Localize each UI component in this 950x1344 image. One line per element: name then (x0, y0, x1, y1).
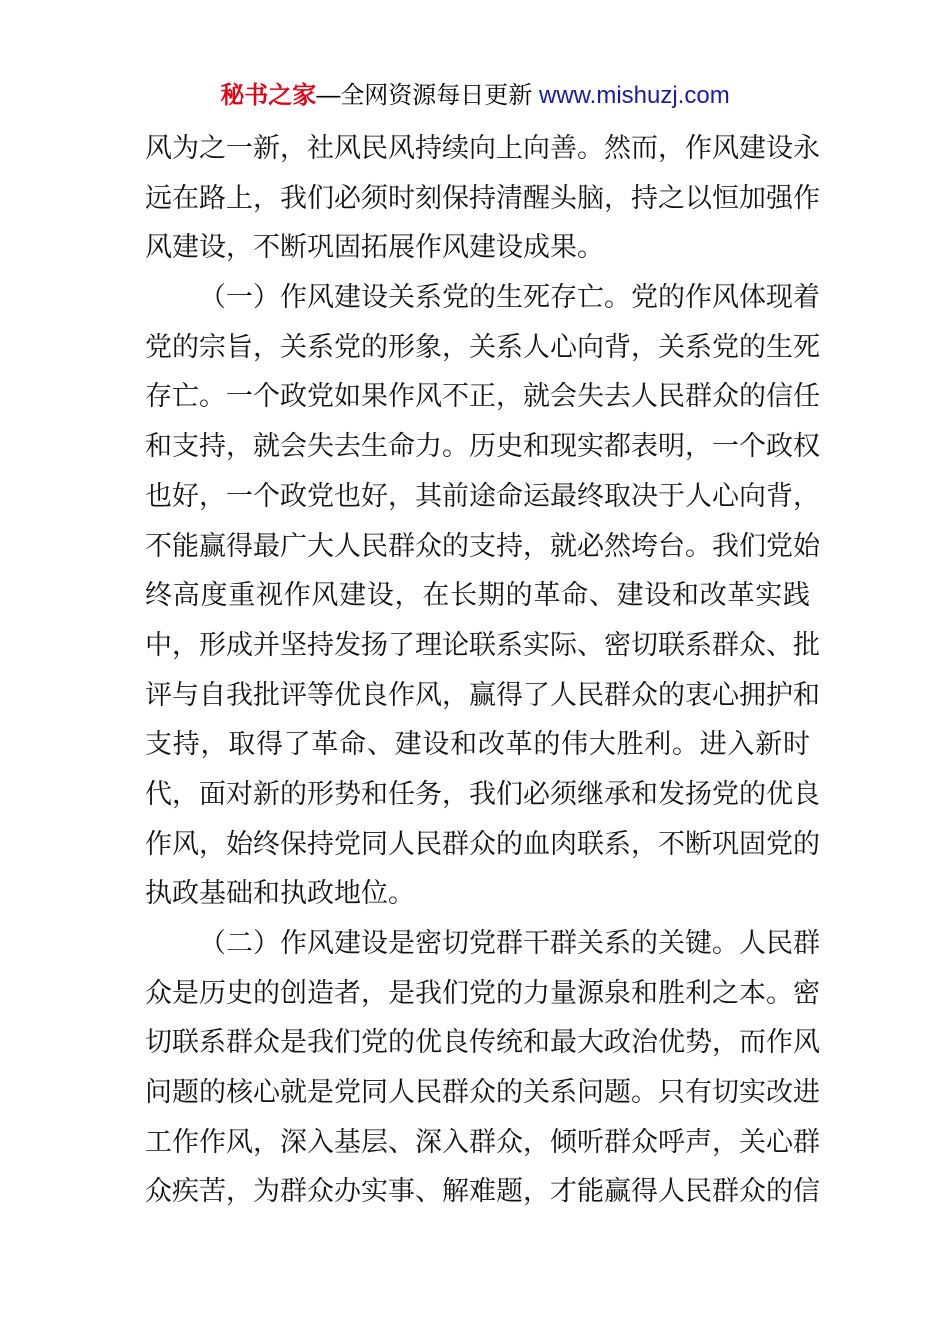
text-line: 切联系群众是我们党的优良传统和最大政治优势，而作风 (145, 1027, 820, 1059)
text-line: 风建设，不断巩固拓展作风建设成果。 (145, 232, 604, 264)
text-line: 众疾苦，为群众办实事、解难题，才能赢得人民群众的信 (145, 1176, 820, 1208)
text-line: 也好，一个政党也好，其前途命运最终取决于人心向背， (145, 480, 820, 512)
document-body (145, 124, 820, 1217)
text-line: 中，形成并坚持发扬了理论联系实际、密切联系群众、批 (145, 629, 820, 661)
text-line: 工作作风，深入基层、深入群众，倾听群众呼声，关心群 (145, 1126, 820, 1158)
text-line: 党的宗旨，关系党的形象，关系人心向背，关系党的生死 (145, 331, 820, 363)
site-slogan: —全网资源每日更新 (316, 82, 539, 109)
text-line: 远在路上，我们必须时刻保持清醒头脑，持之以恒加强作 (145, 182, 820, 214)
text-line: 众是历史的创造者，是我们党的力量源泉和胜利之本。密 (145, 977, 820, 1009)
text-line: 问题的核心就是党同人民群众的关系问题。只有切实改进 (145, 1077, 820, 1109)
paragraph (145, 124, 820, 273)
text-line: （一）作风建设关系党的生死存亡。党的作风体现着 (199, 282, 820, 314)
paragraph (145, 919, 820, 1217)
site-header (0, 80, 950, 112)
site-brand: 秘书之家 (220, 82, 317, 109)
text-line: 风为之一新，社风民风持续向上向善。然而，作风建设永 (145, 133, 820, 164)
text-line: 评与自我批评等优良作风，赢得了人民群众的衷心拥护和 (145, 679, 820, 711)
site-url-link[interactable]: www.mishuzj.com (538, 82, 730, 109)
text-line: 作风，始终保持党同人民群众的血肉联系，不断巩固党的 (145, 828, 820, 860)
paragraph (145, 273, 820, 919)
text-line: 终高度重视作风建设，在长期的革命、建设和改革实践 (145, 580, 810, 612)
text-line: 存亡。一个政党如果作风不正，就会失去人民群众的信任 (145, 381, 820, 413)
text-line: （二）作风建设是密切党群干群关系的关键。人民群 (199, 928, 820, 959)
text-line: 和支持，就会失去生命力。历史和现实都表明，一个政权 (145, 431, 820, 463)
text-line: 不能赢得最广大人民群众的支持，就必然垮台。我们党始 (145, 530, 820, 562)
text-line: 代，面对新的形势和任务，我们必须继承和发扬党的优良 (145, 778, 820, 810)
text-line: 支持，取得了革命、建设和改革的伟大胜利。进入新时 (145, 729, 810, 761)
text-line: 执政基础和执政地位。 (145, 878, 415, 910)
